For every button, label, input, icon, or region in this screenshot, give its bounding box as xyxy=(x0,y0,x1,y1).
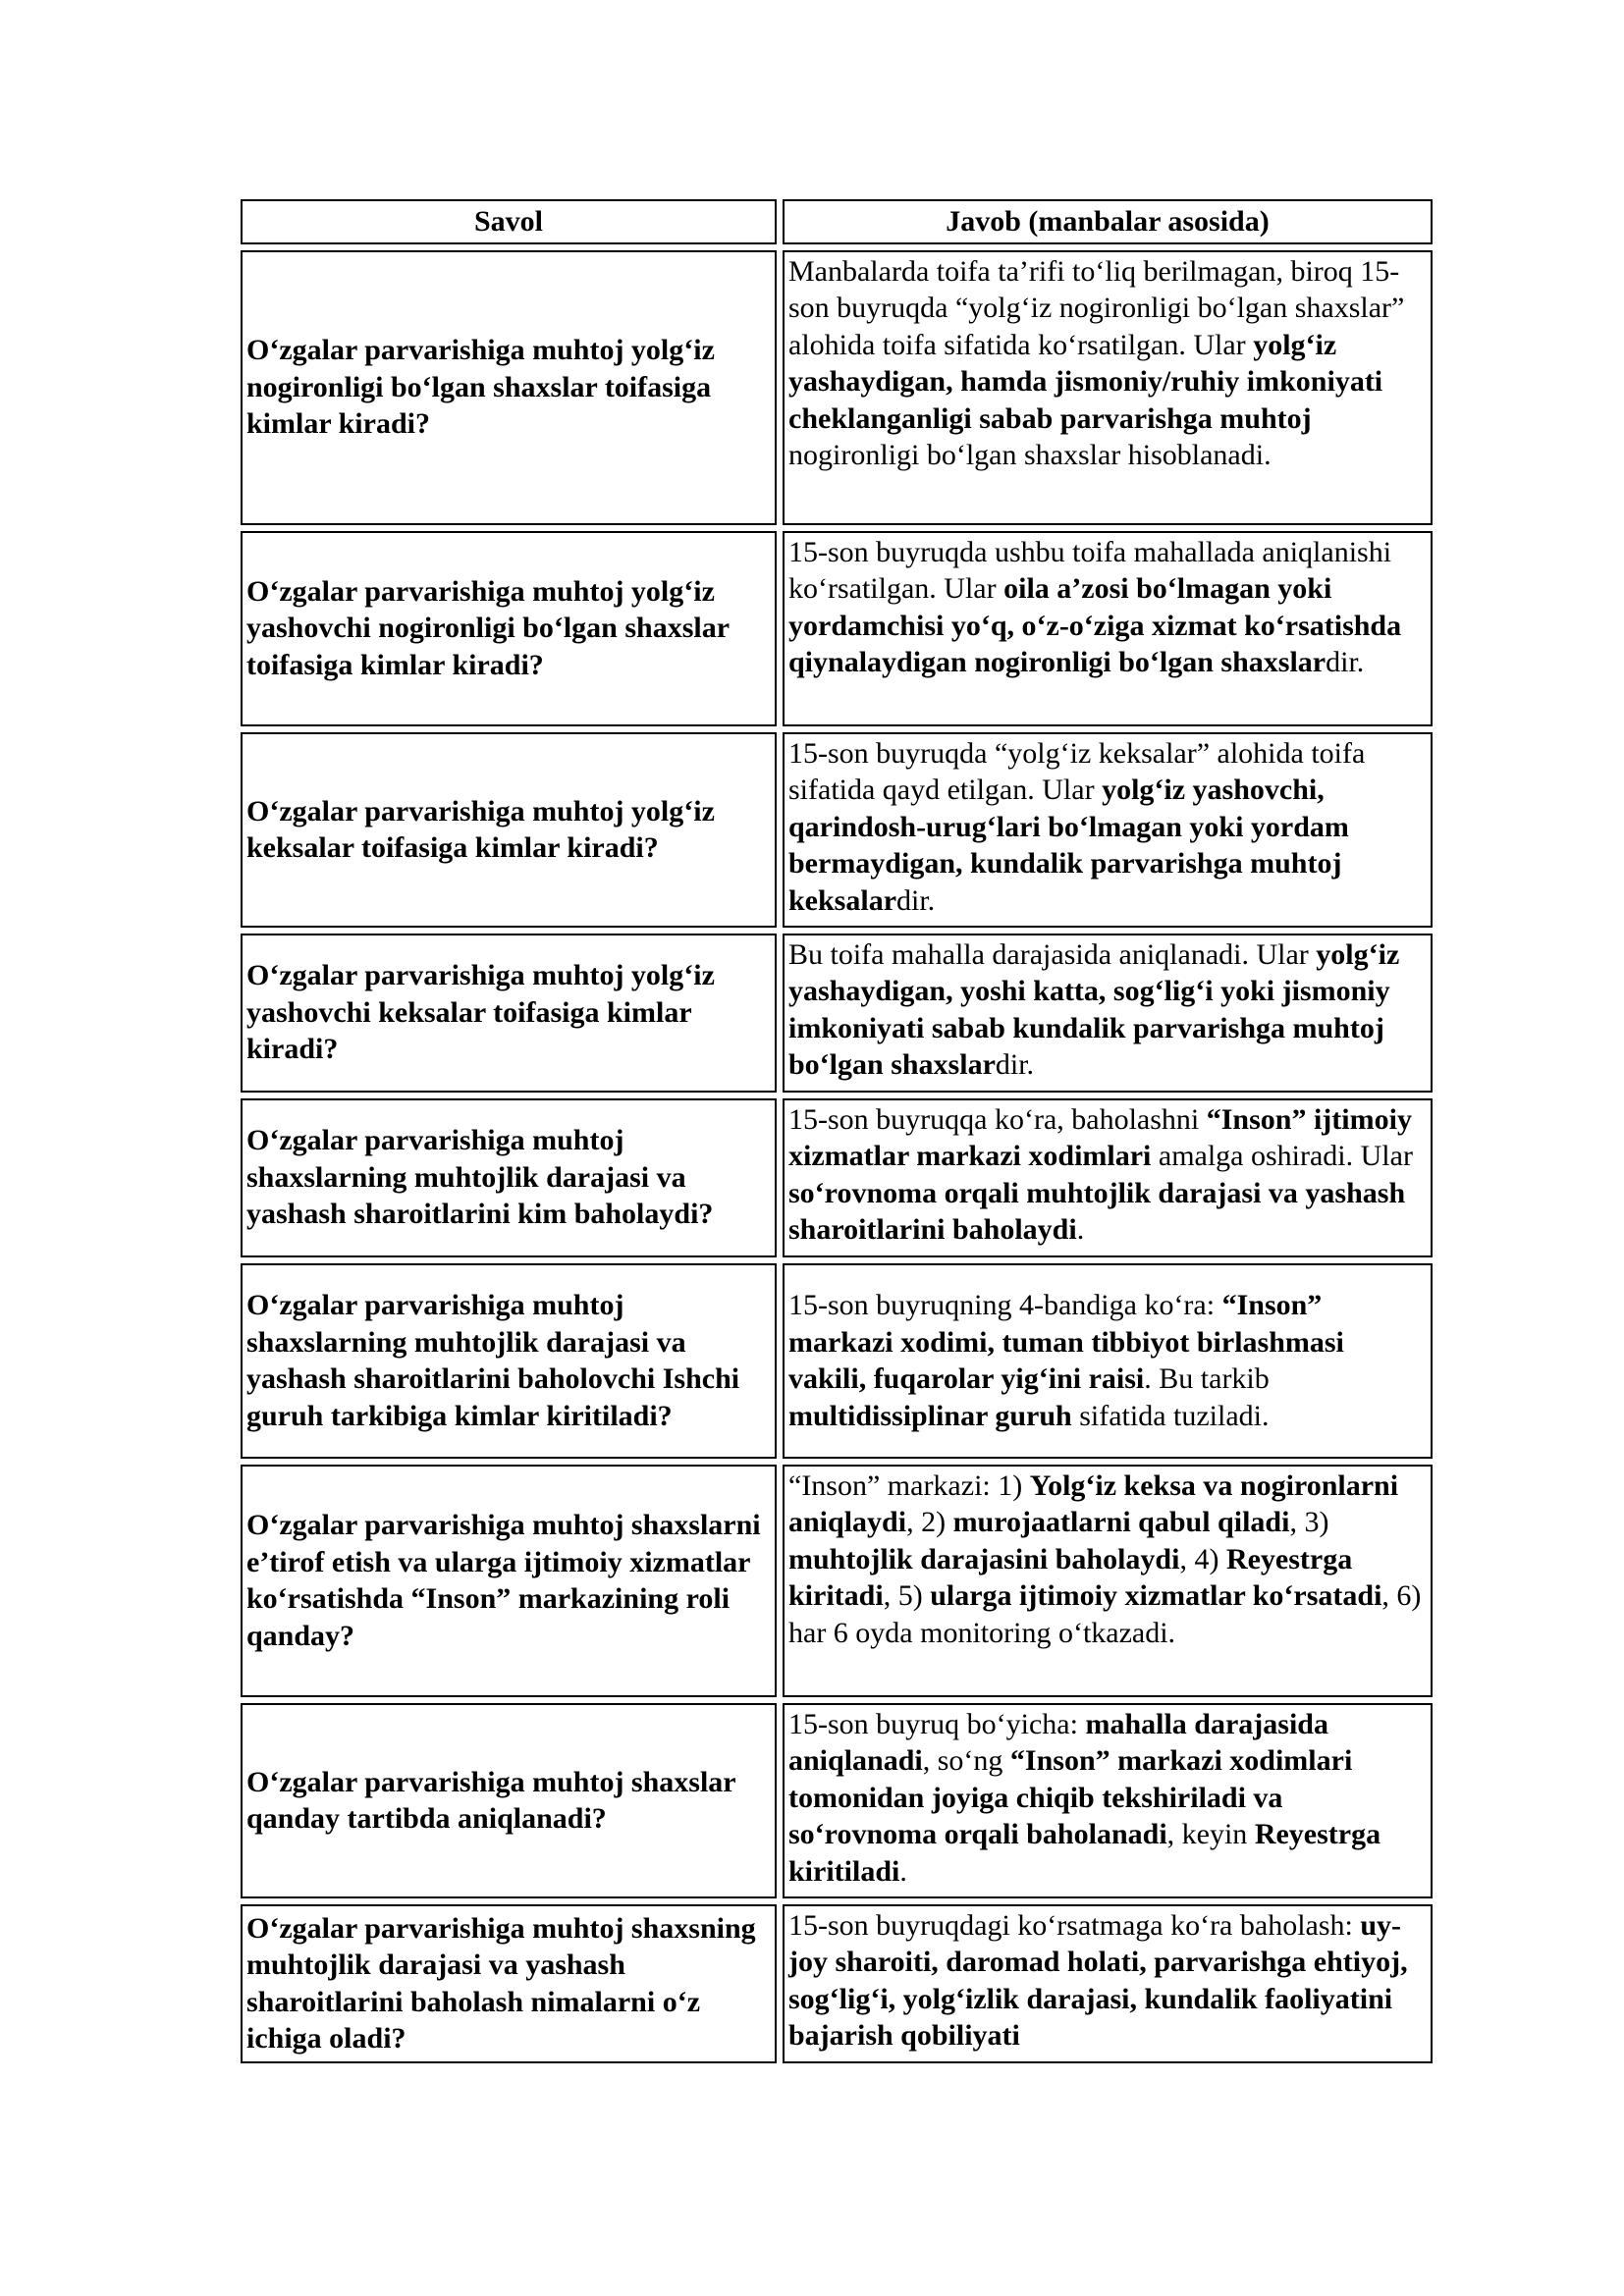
question-cell: O‘zgalar parvarishiga muhtoj shaxslar qanday tartibda aniqlanadi? xyxy=(241,1703,777,1898)
answer-segment: dir. xyxy=(995,1048,1035,1081)
answer-segment: . xyxy=(1076,1213,1085,1246)
answer-segment: , 2) xyxy=(906,1506,953,1538)
answer-segment: dir. xyxy=(896,883,936,917)
qa-table xyxy=(235,193,1438,2069)
answer-segment: , keyin xyxy=(1166,1818,1255,1850)
answer-segment-bold: “Inson” ijtimoiy xizmatlar markazi xodimlari xyxy=(788,1102,1412,1172)
answer-segment: . Bu tarkib xyxy=(1144,1362,1270,1395)
answer-cell xyxy=(783,732,1433,928)
answer-segment: , 3) xyxy=(1289,1506,1329,1538)
answer-cell xyxy=(783,1904,1433,2063)
header-row xyxy=(241,199,1433,244)
answer-segment: . xyxy=(899,1854,907,1888)
answer-segment-bold: murojaatlarni qabul qiladi xyxy=(952,1506,1290,1538)
answer-segment-bold: muhtojlik darajasini baholaydi xyxy=(788,1542,1180,1575)
answer-segment-bold: so‘rovnoma orqali muhtojlik darajasi va yashash sharoitlarini baholaydi xyxy=(788,1176,1406,1246)
table-row xyxy=(241,531,1433,726)
question-cell: O‘zgalar parvarishiga muhtoj yolg‘iz nogironligi bo‘lgan shaxslar toifasiga kimlar kiradi? xyxy=(241,250,777,525)
answer-segment: , 4) xyxy=(1179,1542,1226,1575)
answer-cell xyxy=(783,531,1433,726)
question-cell: O‘zgalar parvarishiga muhtoj yolg‘iz yashovchi keksalar toifasiga kimlar kiradi? xyxy=(241,934,777,1093)
answer-segment: , 6) har 6 oyda monitoring o‘tkazadi. xyxy=(788,1579,1422,1649)
question-cell: O‘zgalar parvarishiga muhtoj shaxslarni e’tirof etish va ularga ijtimoiy xizmatlar ko‘rsatishda “Inson” markazining roli qanday? xyxy=(241,1465,777,1697)
answer-segment: , 5) xyxy=(883,1579,931,1612)
header-answer: Javob (manbalar asosida) xyxy=(783,199,1433,244)
answer-segment-bold: mahalla darajasida aniqlanadi xyxy=(788,1707,1328,1777)
answer-segment: 15-son buyruqning 4-bandiga ko‘ra: xyxy=(788,1289,1222,1321)
answer-segment: Manbalarda toifa ta’rifi to‘liq berilmagan, biroq 15-son buyruqda “yolg‘iz nogironligi bo‘lgan shaxslar” alohida toifa sifatida ko‘rsatilgan. Ular xyxy=(788,254,1405,361)
answer-segment: “Inson” markazi: 1) xyxy=(788,1468,1030,1502)
table-row xyxy=(241,250,1433,525)
table-row xyxy=(241,1263,1433,1459)
answer-segment: 15-son buyruqda ushbu toifa mahallada aniqlanishi ko‘rsatilgan. Ular xyxy=(788,535,1392,605)
answer-segment: nogironligi bo‘lgan shaxslar hisoblanadi. xyxy=(788,439,1272,471)
answer-segment: dir. xyxy=(1326,646,1365,678)
table-row xyxy=(241,1098,1433,1257)
answer-segment-bold: uy-joy sharoiti, daromad holati, parvarishga ehtiyoj, sog‘lig‘i, yolg‘izlik darajasi, kundalik faoliyatini bajarish qobiliyati xyxy=(788,1908,1408,2052)
answer-segment: 15-son buyruqqa ko‘ra, baholashni xyxy=(788,1102,1207,1136)
answer-segment: 15-son buyruq bo‘yicha: xyxy=(788,1707,1086,1740)
question-cell: O‘zgalar parvarishiga muhtoj shaxslarning muhtojlik darajasi va yashash sharoitlarini kim baholaydi? xyxy=(241,1098,777,1257)
table-row xyxy=(241,1703,1433,1898)
answer-cell xyxy=(783,934,1433,1093)
answer-segment: amalga oshiradi. Ular xyxy=(1151,1140,1413,1172)
answer-cell xyxy=(783,1098,1433,1257)
answer-segment-bold: yolg‘iz yashovchi, qarindosh-urug‘lari bo‘lmagan yoki yordam bermaydigan, kundalik parvarishga muhtoj keksalar xyxy=(788,774,1349,917)
header-question: Savol xyxy=(241,199,777,244)
answer-segment: 15-son buyruqdagi ko‘rsatmaga ko‘ra baholash: xyxy=(788,1908,1361,1942)
answer-cell xyxy=(783,1263,1433,1459)
answer-segment: , so‘ng xyxy=(922,1744,1010,1777)
answer-segment-bold: ularga ijtimoiy xizmatlar ko‘rsatadi xyxy=(930,1579,1382,1612)
question-cell: O‘zgalar parvarishiga muhtoj yolg‘iz yashovchi nogironligi bo‘lgan shaxslar toifasiga kimlar kiradi? xyxy=(241,531,777,726)
answer-segment-bold: yolg‘iz yashaydigan, hamda jismoniy/ruhiy imkoniyati cheklanganligi sabab parvarishga muhtoj xyxy=(788,328,1383,435)
table-row xyxy=(241,934,1433,1093)
question-cell: O‘zgalar parvarishiga muhtoj shaxslarning muhtojlik darajasi va yashash sharoitlarini baholovchi Ishchi guruh tarkibiga kimlar kiritiladi? xyxy=(241,1263,777,1459)
answer-segment: sifatida tuziladi. xyxy=(1071,1399,1270,1432)
answer-segment-bold: multidissiplinar guruh xyxy=(788,1399,1072,1432)
table-row xyxy=(241,732,1433,928)
answer-segment-bold: yolg‘iz yashaydigan, yoshi katta, sog‘lig‘i yoki jismoniy imkoniyati sabab kundalik parvarishga muhtoj bo‘lgan shaxslar xyxy=(788,937,1400,1081)
answer-segment-bold: Reyestrga kiritadi xyxy=(788,1542,1353,1612)
table-row xyxy=(241,1904,1433,2063)
answer-segment: 15-son buyruqda “yolg‘iz keksalar” alohida toifa sifatida qayd etilgan. Ular xyxy=(788,736,1366,806)
question-cell: O‘zgalar parvarishiga muhtoj shaxsning muhtojlik darajasi va yashash sharoitlarini baholash nimalarni o‘z ichiga oladi? xyxy=(241,1904,777,2063)
question-cell: O‘zgalar parvarishiga muhtoj yolg‘iz keksalar toifasiga kimlar kiradi? xyxy=(241,732,777,928)
answer-segment-bold: Yolg‘iz keksa va nogironlarni aniqlaydi xyxy=(788,1468,1399,1538)
answer-cell xyxy=(783,250,1433,525)
answer-segment: Bu toifa mahalla darajasida aniqlanadi. Ular xyxy=(788,937,1317,971)
answer-cell xyxy=(783,1703,1433,1898)
answer-segment-bold: Reyestrga kiritiladi xyxy=(788,1818,1381,1888)
answer-segment-bold: oila a’zosi bo‘lmagan yoki yordamchisi yo‘q, o‘z-o‘ziga xizmat ko‘rsatishda qiynalaydigan nogironligi bo‘lgan shaxslar xyxy=(788,572,1402,678)
answer-cell xyxy=(783,1465,1433,1697)
table-row xyxy=(241,1465,1433,1697)
answer-segment-bold: “Inson” markazi xodimlari tomonidan joyiga chiqib tekshiriladi va so‘rovnoma orqali baholanadi xyxy=(788,1744,1353,1850)
answer-segment-bold: “Inson” markazi xodimi, tuman tibbiyot birlashmasi vakili, fuqarolar yig‘ini raisi xyxy=(788,1289,1344,1395)
